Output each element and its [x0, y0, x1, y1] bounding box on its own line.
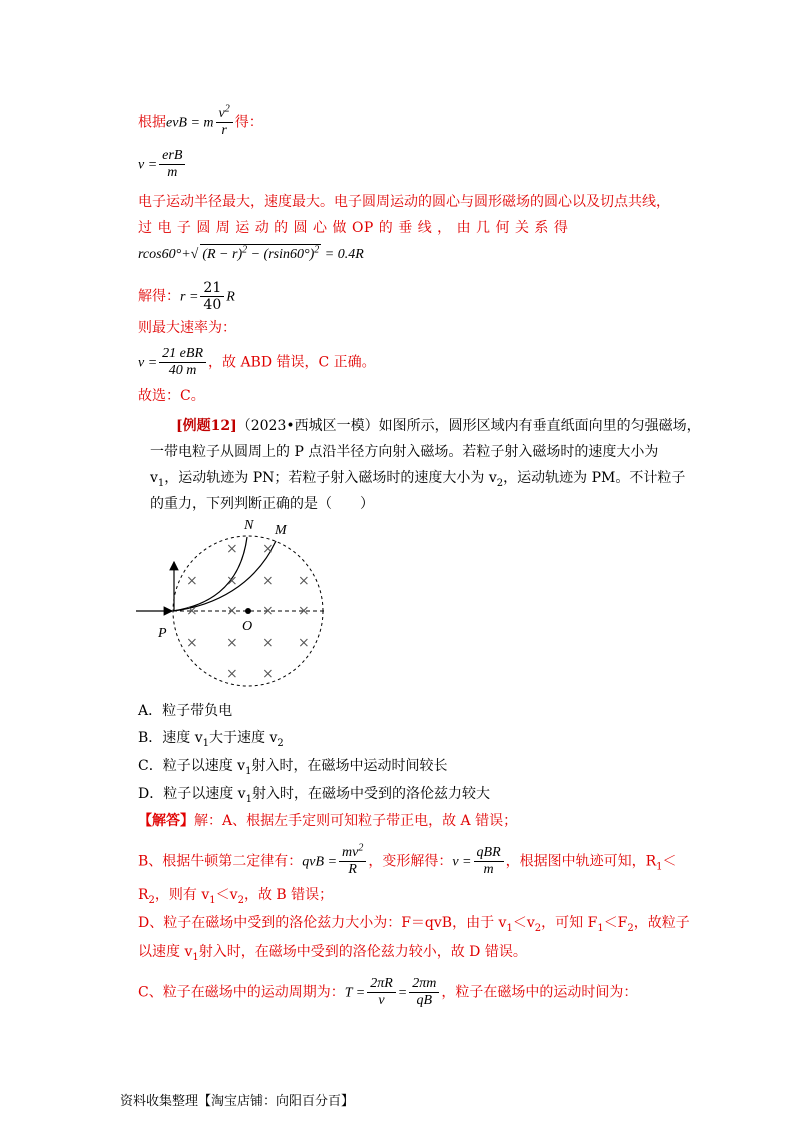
example-line-4: 的重力，下列判断正确的是（ ）	[150, 496, 374, 512]
field-cross: ×	[226, 603, 238, 619]
label-N: N	[244, 518, 254, 533]
text-line-3: 电子运动半径最大，速度最大。电子圆周运动的圆心与圆形磁场的圆心以及切点共线，	[138, 194, 670, 210]
label-P: P	[158, 626, 167, 641]
formula-line-2: v = $\frac{\text{erB}}{m}$	[138, 148, 187, 181]
text-line-9: 故选：C。	[138, 388, 205, 404]
field-cross: ×	[186, 573, 198, 589]
field-cross: ×	[186, 635, 198, 651]
field-cross: ×	[226, 666, 238, 682]
label-O: O	[242, 619, 253, 634]
field-cross: ×	[226, 573, 238, 589]
example-line-1: [例题12]（2023•西城区一模）如图所示，圆形区域内有垂直纸面向里的匀强磁场，	[176, 418, 701, 434]
formula-line-1: 根据evB = m $\frac{v^2}{r}$ 得：	[138, 103, 263, 138]
text-line-7: 则最大速率为：	[138, 320, 236, 336]
answer-line-4: D、粒子在磁场中受到的洛伦兹力大小为：F＝qvB，由于 $v_1<v_2$，可知 $F_1<F_2$，故粒子	[138, 915, 690, 934]
answer-line-2: B、根据牛顿第二定律有：qvB = $\frac{mv^2}{R}$ ，变形解得：v = $\frac{\text{qBR}}{m}$ ，根据图中轨迹可知，$R_1<$	[138, 842, 677, 877]
formula-line-5: rcos60°+√ $(R - r)^2 - (rsin60^\circ)^2 = 0.4R$	[138, 244, 364, 265]
center-dot	[245, 608, 251, 614]
answer-line-3: $R_2$，则有 $v_1<v_2$，故 B 错误；	[138, 887, 334, 906]
answer-line-1: 【解答】解：A、根据左手定则可知粒子带正电，故 A 错误；	[138, 813, 518, 829]
field-cross: ×	[262, 541, 274, 557]
field-cross: ×	[262, 603, 274, 619]
example-tag: [例题12]	[176, 418, 237, 434]
option-C: C．粒子以速度 $v_1$射入时，在磁场中运动时间较长	[138, 758, 448, 777]
field-cross: ×	[226, 635, 238, 651]
field-cross: ×	[298, 603, 310, 619]
field-cross: ×	[262, 666, 274, 682]
option-B: B．速度 $v_1$大于速度 $v_2$	[138, 730, 284, 749]
option-D: D．粒子以速度 $v_1$射入时，在磁场中受到的洛伦兹力较大	[138, 786, 490, 805]
field-cross: ×	[226, 541, 238, 557]
text-line-4: 过 电 子 圆 周 运 动 的 圆 心 做 OP 的 垂 线 ， 由 几 何 关 系 得	[138, 220, 569, 236]
example-line-2: 一带电粒子从圆周上的 P 点沿半径方向射入磁场。若粒子射入磁场时的速度大小为	[150, 444, 659, 460]
answer-line-5: 以速度 $v_1$射入时，在磁场中受到的洛伦兹力较小，故 D 错误。	[138, 944, 527, 963]
field-cross: ×	[186, 603, 198, 619]
field-cross: ×	[262, 635, 274, 651]
field-cross: ×	[298, 635, 310, 651]
answer-tag: 【解答】	[138, 813, 194, 829]
example-line-3: $v_1$，运动轨迹为 PN；若粒子射入磁场时的速度大小为 $v_2$，运动轨迹为 PM。不计粒子	[150, 470, 686, 489]
field-cross: ×	[262, 573, 274, 589]
formula-line-6: 解得：r = $\frac{21}{40}$ R	[138, 280, 235, 313]
option-A: A．粒子带负电	[138, 703, 233, 719]
footer-note: 资料收集整理【淘宝店铺：向阳百分百】	[120, 1094, 355, 1109]
label-M: M	[275, 523, 287, 538]
formula-line-8: v = $\frac{\text{21 eBR}}{40 m}$ ，故 ABD 错误，C 正确。	[138, 346, 376, 378]
answer-line-6: C、粒子在磁场中的运动周期为：T = $\frac{2\pi R}{v}$ = $\frac{2\pi m}{qB}$ ，粒子在磁场中的运动时间为：	[138, 976, 638, 1008]
field-cross: ×	[298, 573, 310, 589]
